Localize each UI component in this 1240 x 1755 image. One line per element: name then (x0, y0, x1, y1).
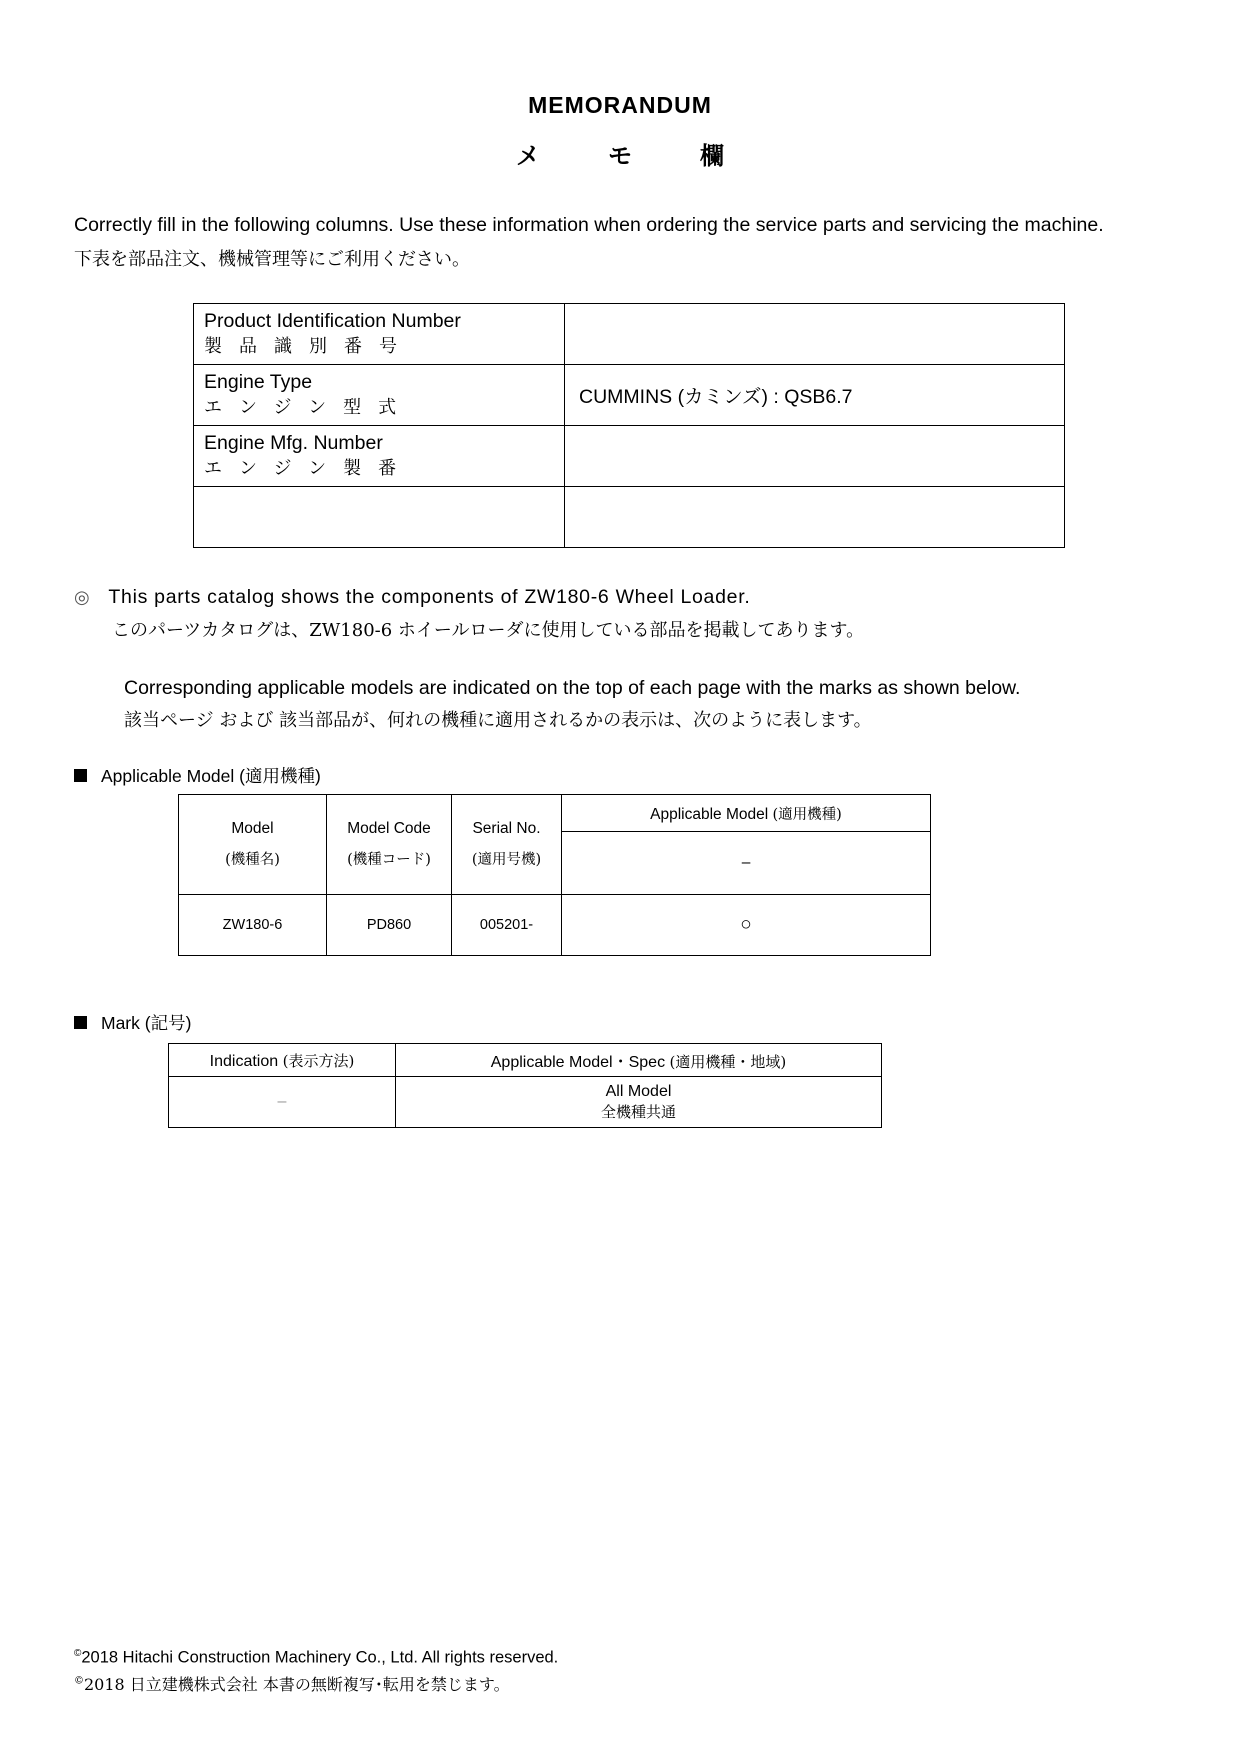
cell-model: ZW180-6 (179, 895, 327, 956)
applicable-model-heading: Applicable Model (適用機種) (74, 763, 321, 788)
header-spec: Applicable Model・Spec (適用機種・地域) (396, 1044, 882, 1077)
table-row (169, 1077, 882, 1128)
title-jp-char: メ (516, 143, 540, 170)
label-en: Engine Mfg. Number (204, 432, 383, 454)
applicable-note-jp: 該当ページ および 該当部品が、何れの機種に適用されるかの表示は、次のように表します。 (124, 710, 872, 731)
machine-info-table (193, 303, 1065, 548)
square-bullet-icon (74, 769, 87, 782)
header-model: Model (機種名) (179, 795, 327, 895)
catalog-note (74, 586, 750, 609)
mark-heading: Mark (記号) (74, 1010, 191, 1035)
title-jp-char: 欄 (700, 143, 724, 170)
table-row (194, 426, 1065, 487)
intro-text: Correctly fill in the following columns. Use these information when ordering the service parts and servicing the machine. (74, 214, 1104, 236)
table-cell-value (565, 304, 1065, 365)
catalog-note-jp: このパーツカタログは、ZW180-6 ホイールローダに使用している部品を掲載してあります。 (112, 620, 865, 641)
label-jp: エンジン型式 (204, 397, 414, 418)
page-title-jp (0, 136, 1240, 171)
catalog-note-text: This parts catalog shows the components of ZW180-6 Wheel Loader. (108, 586, 751, 608)
cell-model-code: PD860 (327, 895, 452, 956)
header-applicable: Applicable Model (適用機種) (562, 795, 931, 832)
table-cell-label (194, 426, 565, 487)
table-row (179, 895, 931, 956)
table-cell-value (565, 426, 1065, 487)
cell-applicable-mark: ○ (562, 895, 931, 956)
table-row (194, 487, 1065, 548)
intro-text-jp: 下表を部品注文、機械管理等にご利用ください。 (74, 249, 470, 270)
copyright-jp: ©2018 日立建機株式会社 本書の無断複写･転用を禁じます。 (74, 1675, 510, 1694)
mark-table (168, 1043, 882, 1128)
table-cell-label (194, 365, 565, 426)
page-title: MEMORANDUM (528, 92, 712, 118)
table-row (194, 365, 1065, 426)
cell-spec: All Model 全機種共通 (396, 1077, 882, 1128)
table-header-row (179, 795, 931, 832)
applicable-note: Corresponding applicable models are indicated on the top of each page with the marks as shown below. (124, 677, 1021, 699)
label-en: Engine Type (204, 371, 313, 393)
applicable-model-table (178, 794, 931, 956)
table-cell-label (194, 487, 565, 548)
label-en: Product Identification Number (204, 310, 461, 332)
label-jp: 製品識別番号 (204, 336, 414, 357)
header-indication: Indication (表示方法) (169, 1044, 396, 1077)
header-serial: Serial No. (適用号機) (452, 795, 562, 895)
table-cell-value (565, 487, 1065, 548)
table-row (194, 304, 1065, 365)
table-cell-value: CUMMINS (カミンズ) : QSB6.7 (565, 365, 1065, 426)
header-sub-mark: – (562, 832, 931, 895)
note-bullet-icon: ◎ (74, 587, 91, 607)
copyright-en: ©2018 Hitachi Construction Machinery Co., Ltd. All rights reserved. (74, 1648, 559, 1667)
header-model-code: Model Code (機種コード) (327, 795, 452, 895)
label-jp: エンジン製番 (204, 458, 414, 479)
table-cell-label (194, 304, 565, 365)
cell-serial: 005201- (452, 895, 562, 956)
title-jp-char: モ (608, 143, 632, 170)
table-header-row (169, 1044, 882, 1077)
square-bullet-icon (74, 1016, 87, 1029)
cell-indication: – (169, 1077, 396, 1128)
